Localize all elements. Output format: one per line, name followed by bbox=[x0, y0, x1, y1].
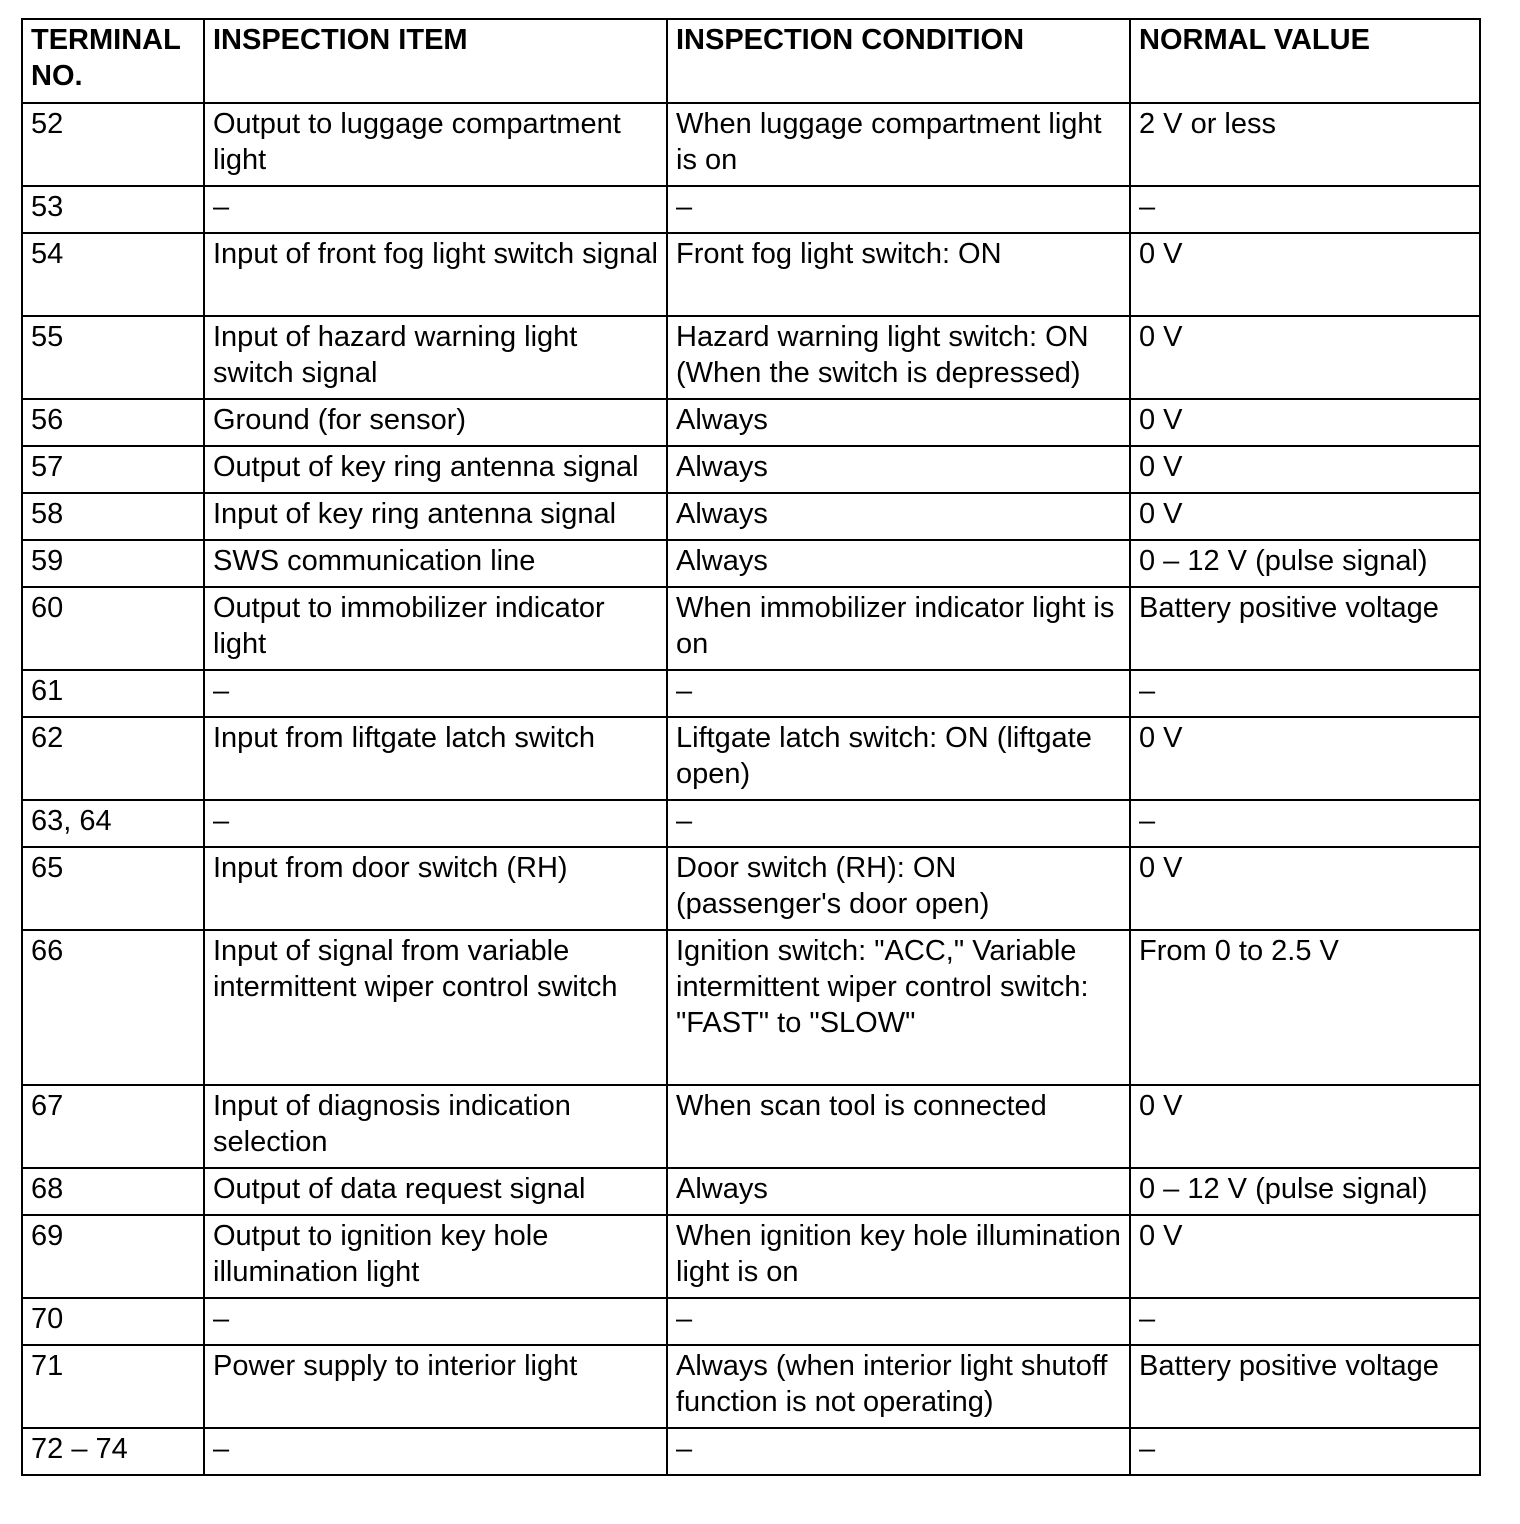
cell-inspection-condition: Always bbox=[667, 1168, 1130, 1215]
cell-inspection-item: Output to luggage compartment light bbox=[204, 103, 667, 186]
cell-inspection-condition: Hazard warning light switch: ON (When the switch is depressed) bbox=[667, 316, 1130, 399]
cell-terminal-no: 67 bbox=[22, 1085, 204, 1168]
cell-terminal-no: 61 bbox=[22, 670, 204, 717]
cell-inspection-condition: – bbox=[667, 670, 1130, 717]
table-row bbox=[22, 446, 1480, 493]
table-row bbox=[22, 103, 1480, 186]
table-row bbox=[22, 233, 1480, 316]
table-header bbox=[22, 19, 1480, 103]
cell-inspection-condition: – bbox=[667, 186, 1130, 233]
cell-terminal-no: 58 bbox=[22, 493, 204, 540]
cell-inspection-condition: Always bbox=[667, 493, 1130, 540]
cell-inspection-item: Output of key ring antenna signal bbox=[204, 446, 667, 493]
cell-normal-value: – bbox=[1130, 1428, 1480, 1475]
header-terminal-no: TERMINAL NO. bbox=[22, 19, 204, 103]
cell-inspection-condition: Always bbox=[667, 446, 1130, 493]
cell-inspection-item: – bbox=[204, 670, 667, 717]
cell-terminal-no: 63, 64 bbox=[22, 800, 204, 847]
cell-normal-value: 2 V or less bbox=[1130, 103, 1480, 186]
cell-normal-value: 0 – 12 V (pulse signal) bbox=[1130, 1168, 1480, 1215]
table-row bbox=[22, 800, 1480, 847]
cell-inspection-condition: Front fog light switch: ON bbox=[667, 233, 1130, 316]
cell-inspection-item: Input of key ring antenna signal bbox=[204, 493, 667, 540]
table-row bbox=[22, 1428, 1480, 1475]
cell-inspection-item: Ground (for sensor) bbox=[204, 399, 667, 446]
cell-terminal-no: 59 bbox=[22, 540, 204, 587]
table-row bbox=[22, 930, 1480, 1085]
table-row bbox=[22, 1298, 1480, 1345]
cell-inspection-item: – bbox=[204, 186, 667, 233]
cell-normal-value: 0 V bbox=[1130, 717, 1480, 800]
cell-normal-value: 0 V bbox=[1130, 1215, 1480, 1298]
header-normal-value: NORMAL VALUE bbox=[1130, 19, 1480, 103]
cell-terminal-no: 68 bbox=[22, 1168, 204, 1215]
cell-inspection-condition: Always bbox=[667, 540, 1130, 587]
table-row bbox=[22, 717, 1480, 800]
cell-inspection-item: SWS communication line bbox=[204, 540, 667, 587]
table-row bbox=[22, 587, 1480, 670]
cell-terminal-no: 52 bbox=[22, 103, 204, 186]
cell-inspection-condition: – bbox=[667, 1298, 1130, 1345]
cell-inspection-item: Input of diagnosis indication selection bbox=[204, 1085, 667, 1168]
cell-normal-value: – bbox=[1130, 186, 1480, 233]
cell-terminal-no: 72 – 74 bbox=[22, 1428, 204, 1475]
cell-inspection-condition: When luggage compartment light is on bbox=[667, 103, 1130, 186]
cell-inspection-item: Output to immobilizer indicator light bbox=[204, 587, 667, 670]
table-row bbox=[22, 540, 1480, 587]
cell-inspection-item: Input of hazard warning light switch signal bbox=[204, 316, 667, 399]
cell-terminal-no: 62 bbox=[22, 717, 204, 800]
table-row bbox=[22, 670, 1480, 717]
cell-terminal-no: 54 bbox=[22, 233, 204, 316]
table-row bbox=[22, 493, 1480, 540]
cell-terminal-no: 71 bbox=[22, 1345, 204, 1428]
cell-normal-value: 0 V bbox=[1130, 493, 1480, 540]
cell-normal-value: – bbox=[1130, 1298, 1480, 1345]
cell-inspection-item: Power supply to interior light bbox=[204, 1345, 667, 1428]
cell-normal-value: From 0 to 2.5 V bbox=[1130, 930, 1480, 1085]
table-row bbox=[22, 399, 1480, 446]
cell-normal-value: 0 V bbox=[1130, 233, 1480, 316]
table-row bbox=[22, 186, 1480, 233]
table-row bbox=[22, 316, 1480, 399]
cell-normal-value: Battery positive voltage bbox=[1130, 587, 1480, 670]
cell-inspection-item: – bbox=[204, 800, 667, 847]
cell-normal-value: 0 V bbox=[1130, 399, 1480, 446]
cell-inspection-condition: Always bbox=[667, 399, 1130, 446]
cell-inspection-item: – bbox=[204, 1298, 667, 1345]
cell-inspection-condition: When scan tool is connected bbox=[667, 1085, 1130, 1168]
cell-terminal-no: 70 bbox=[22, 1298, 204, 1345]
cell-normal-value: Battery positive voltage bbox=[1130, 1345, 1480, 1428]
cell-normal-value: 0 V bbox=[1130, 316, 1480, 399]
cell-terminal-no: 66 bbox=[22, 930, 204, 1085]
cell-inspection-item: Input from liftgate latch switch bbox=[204, 717, 667, 800]
cell-terminal-no: 65 bbox=[22, 847, 204, 930]
cell-terminal-no: 69 bbox=[22, 1215, 204, 1298]
cell-terminal-no: 60 bbox=[22, 587, 204, 670]
table-row bbox=[22, 1215, 1480, 1298]
cell-inspection-condition: Always (when interior light shutoff function is not operating) bbox=[667, 1345, 1130, 1428]
table-row bbox=[22, 1168, 1480, 1215]
header-inspection-item: INSPECTION ITEM bbox=[204, 19, 667, 103]
inspection-table bbox=[21, 18, 1481, 1476]
cell-inspection-condition: Door switch (RH): ON (passenger's door open) bbox=[667, 847, 1130, 930]
cell-terminal-no: 55 bbox=[22, 316, 204, 399]
header-row bbox=[22, 19, 1480, 103]
cell-normal-value: 0 V bbox=[1130, 847, 1480, 930]
cell-inspection-condition: – bbox=[667, 1428, 1130, 1475]
cell-inspection-item: Input of front fog light switch signal bbox=[204, 233, 667, 316]
table-row bbox=[22, 1085, 1480, 1168]
cell-normal-value: – bbox=[1130, 670, 1480, 717]
cell-inspection-item: – bbox=[204, 1428, 667, 1475]
cell-normal-value: – bbox=[1130, 800, 1480, 847]
cell-inspection-condition: Ignition switch: "ACC," Variable intermittent wiper control switch: "FAST" to "SLOW" bbox=[667, 930, 1130, 1085]
header-inspection-condition: INSPECTION CONDITION bbox=[667, 19, 1130, 103]
cell-inspection-item: Output of data request signal bbox=[204, 1168, 667, 1215]
cell-normal-value: 0 V bbox=[1130, 446, 1480, 493]
table-body bbox=[22, 103, 1480, 1475]
cell-inspection-item: Input of signal from variable intermittent wiper control switch bbox=[204, 930, 667, 1085]
cell-terminal-no: 57 bbox=[22, 446, 204, 493]
cell-inspection-condition: – bbox=[667, 800, 1130, 847]
table-row bbox=[22, 1345, 1480, 1428]
cell-inspection-item: Output to ignition key hole illumination light bbox=[204, 1215, 667, 1298]
cell-inspection-condition: When ignition key hole illumination light is on bbox=[667, 1215, 1130, 1298]
cell-normal-value: 0 V bbox=[1130, 1085, 1480, 1168]
cell-terminal-no: 53 bbox=[22, 186, 204, 233]
cell-terminal-no: 56 bbox=[22, 399, 204, 446]
cell-normal-value: 0 – 12 V (pulse signal) bbox=[1130, 540, 1480, 587]
cell-inspection-condition: When immobilizer indicator light is on bbox=[667, 587, 1130, 670]
table-row bbox=[22, 847, 1480, 930]
cell-inspection-condition: Liftgate latch switch: ON (liftgate open) bbox=[667, 717, 1130, 800]
cell-inspection-item: Input from door switch (RH) bbox=[204, 847, 667, 930]
